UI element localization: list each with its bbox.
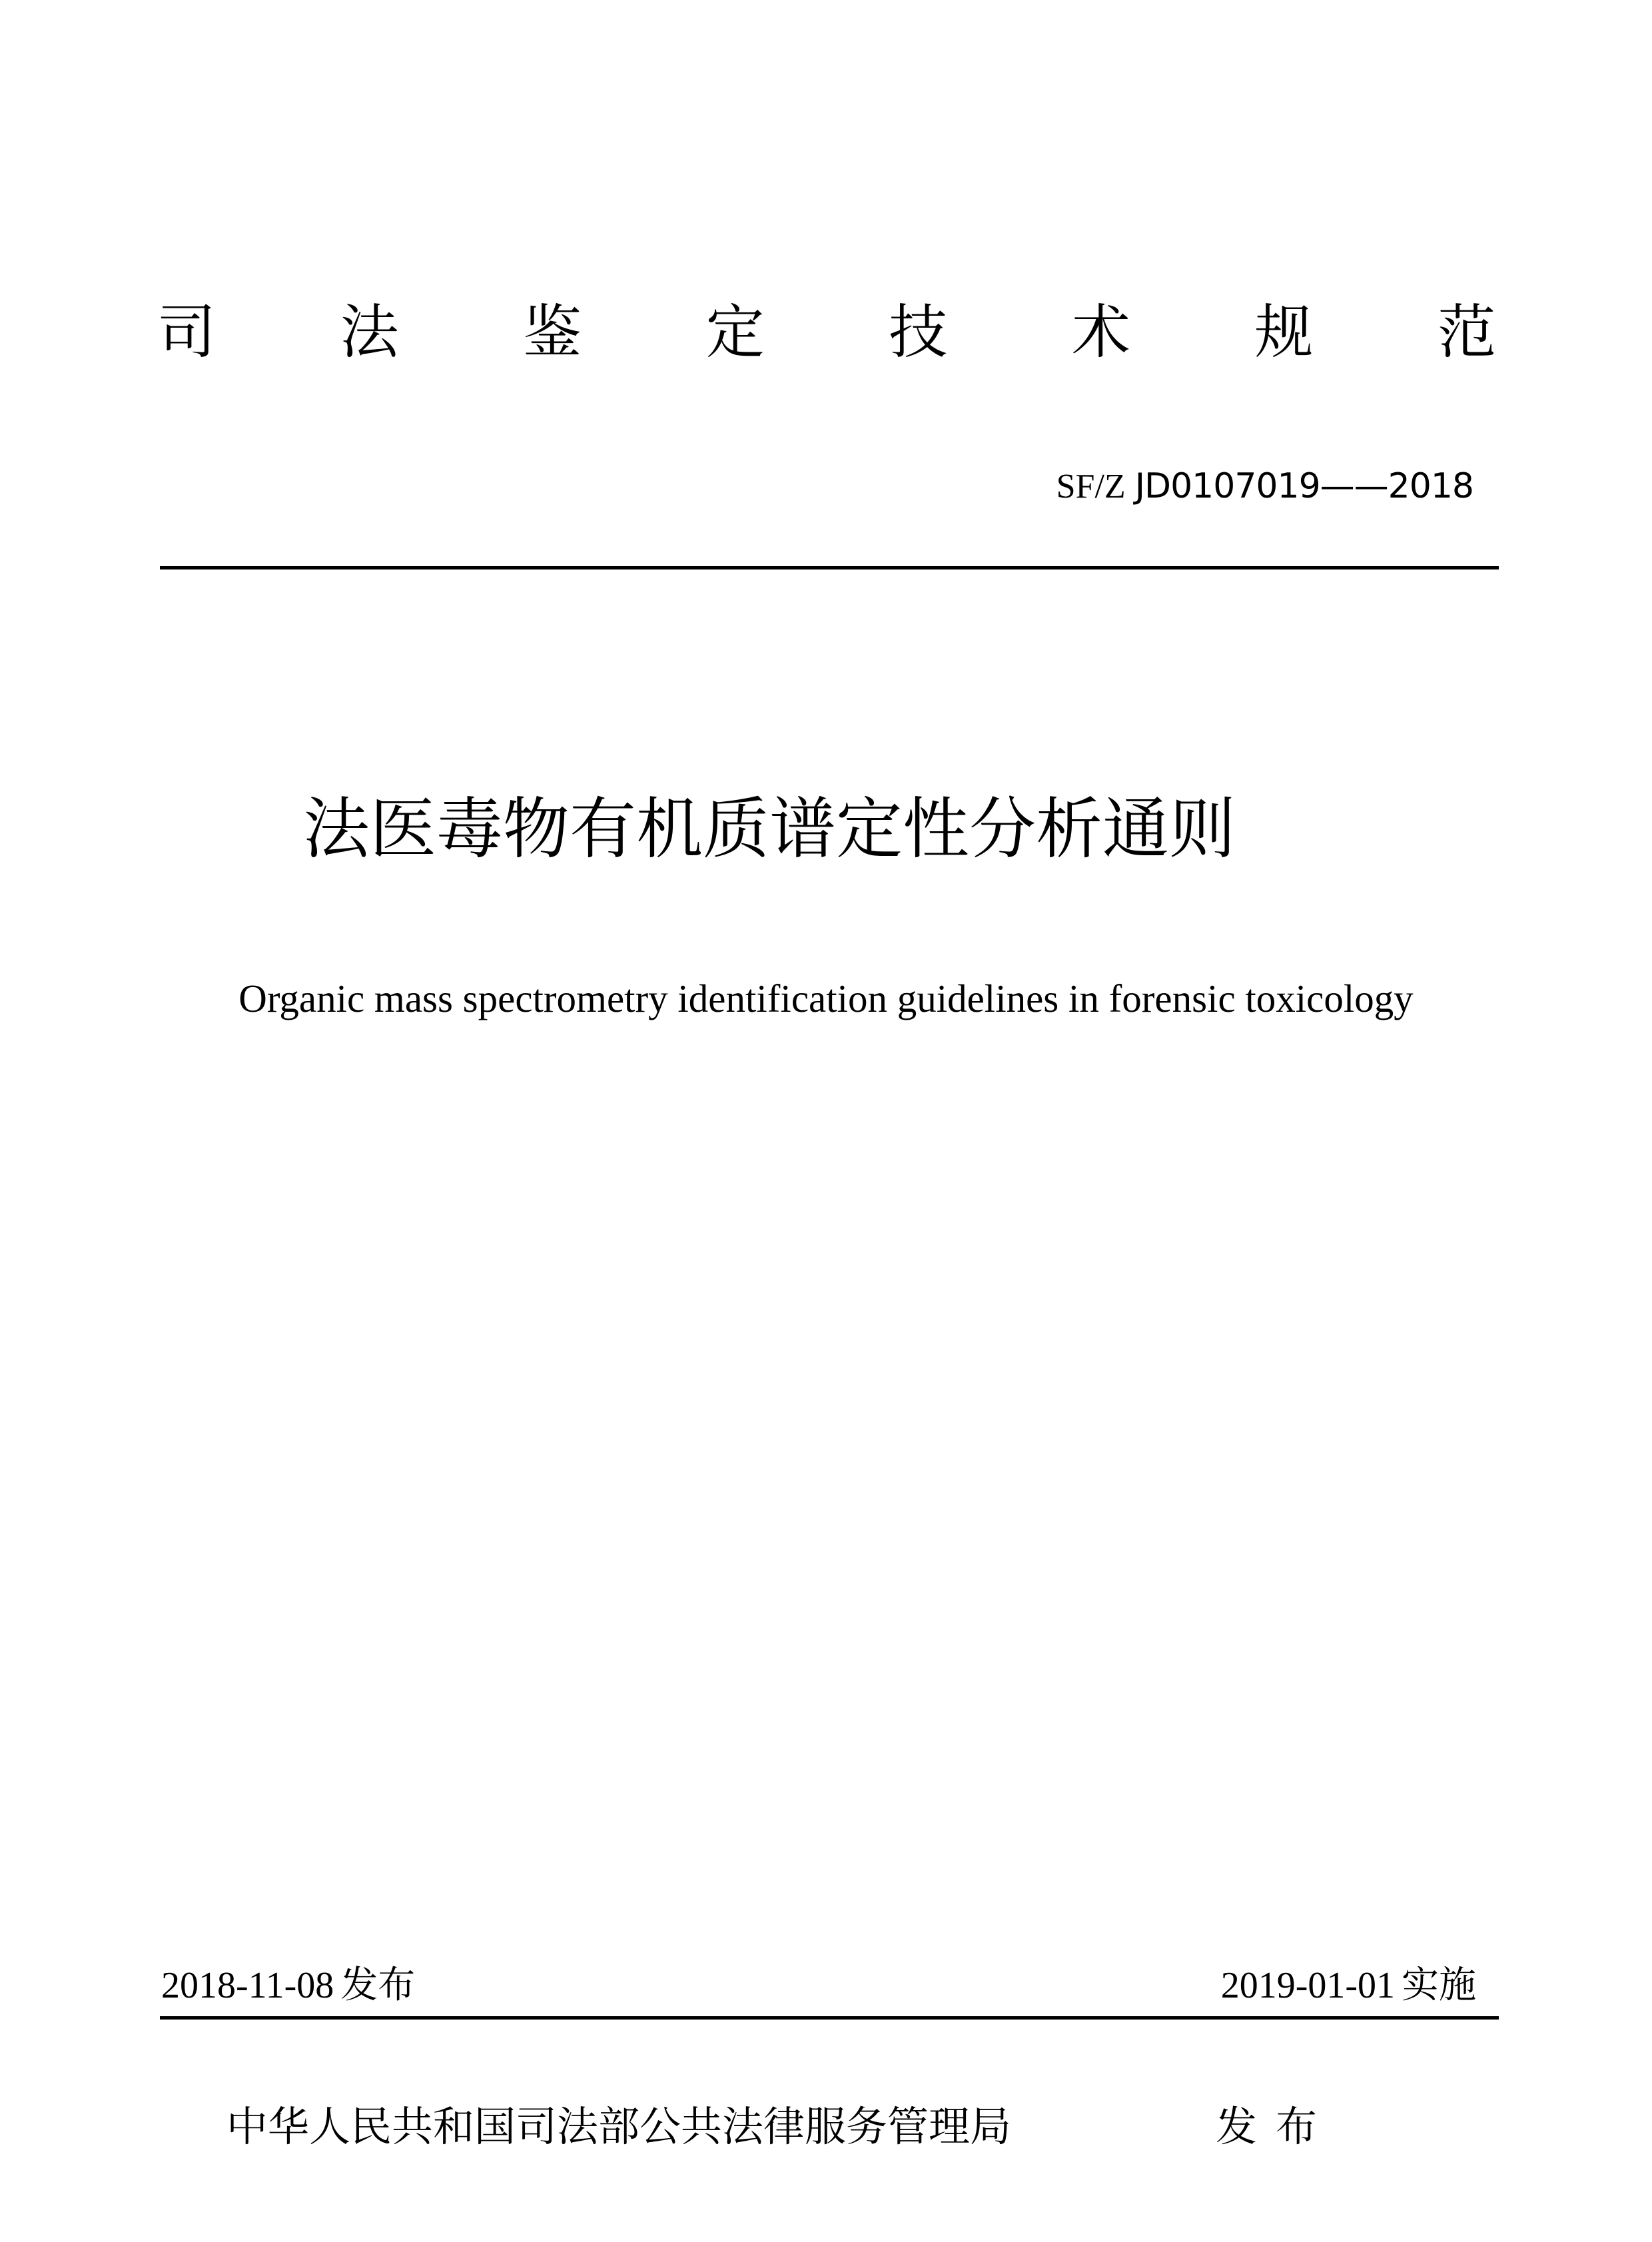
issue-label: 发布 [340,1964,416,2007]
series-char: 技 [889,298,948,366]
chinese-title: 法医毒物有机质谱定性分析通则 [303,790,1236,868]
series-char: 司 [157,298,216,366]
series-char: 术 [1071,298,1130,366]
implement-label: 实施 [1402,1964,1476,2007]
series-heading [157,298,1496,366]
issue-date-line [161,1964,416,2007]
publisher-action: 发布 [1216,2102,1336,2151]
series-char: 定 [705,298,765,366]
series-char: 范 [1437,298,1496,366]
standard-code-body: JD0107019——2018 [1134,466,1473,506]
issue-date: 2018-11-08 [161,1965,334,2006]
english-title: Organic mass spectrometry identification guidelines in forensic toxicology [238,976,1414,1020]
series-char: 规 [1254,298,1314,366]
series-char: 法 [340,298,399,366]
series-char: 鉴 [523,298,582,366]
standard-code-prefix: SF/Z [1056,468,1126,506]
publisher-name: 中华人民共和国司法部公共法律服务管理局 [226,2102,1012,2151]
implement-date-line [1220,1964,1476,2007]
top-divider [160,566,1499,569]
implement-date: 2019-01-01 [1220,1965,1395,2006]
standard-number [1056,466,1473,506]
bottom-divider [160,2016,1499,2020]
